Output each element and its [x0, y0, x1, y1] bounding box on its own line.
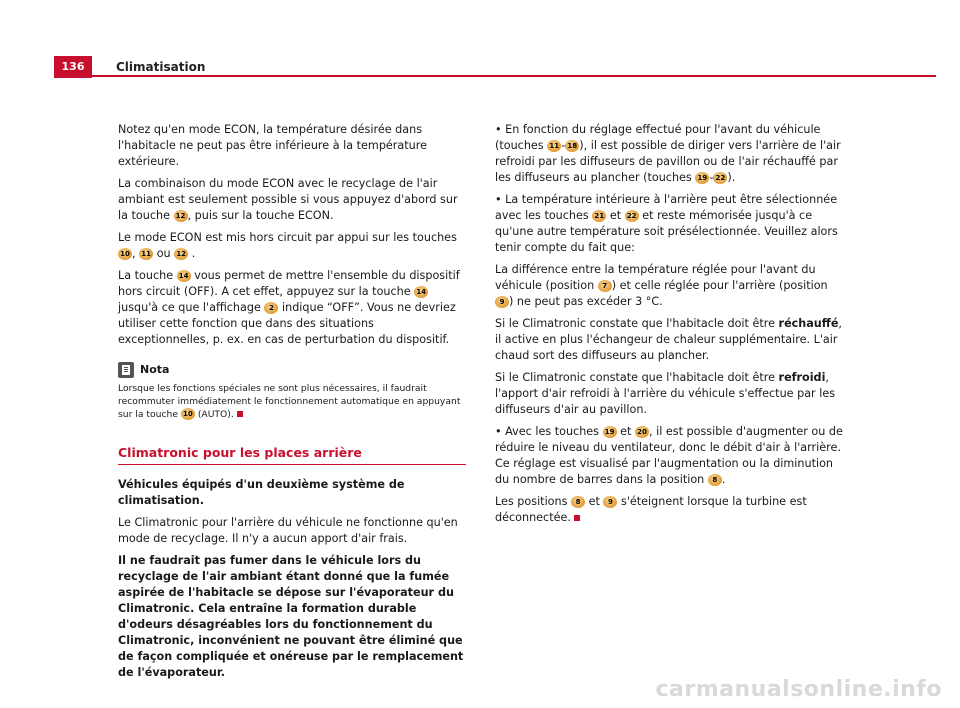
paragraph-recycle-only: Le Climatronic pour l'arrière du véhicule ne fonctionne qu'en mode de recyclage. Il n'y a aucun apport d'air frais.: [118, 516, 458, 545]
right-column: [495, 122, 845, 532]
button-ref-22: 22: [625, 210, 639, 222]
button-ref-14: 14: [414, 286, 428, 298]
nota-text: Lorsque les fonctions spéciales ne sont plus nécessaires, il faudrait recommuter immédiatement le fonctionnement automatique en appuyant sur la touche 10 (AUTO).: [118, 383, 461, 420]
button-ref-10: 10: [118, 248, 132, 260]
paragraph-positions-off: Les positions 8 et 9 s'éteignent lorsque la turbine est déconnectée.: [495, 495, 807, 524]
button-ref-10: 10: [181, 408, 195, 420]
button-ref-11: 11: [547, 140, 561, 152]
bullet-fan-level: • Avec les touches 19 et 20 , il est possible d'augmenter ou de réduire le niveau du ventilateur, donc le débit d'air à l'arrière. Ce réglage est visualisé par l'augmentation ou la diminution du nombre de barres dans la position 8 .: [495, 425, 843, 486]
button-ref-12: 12: [174, 248, 188, 260]
button-ref-21: 21: [592, 210, 606, 222]
watermark: carmanualsonline.info: [655, 677, 942, 702]
button-ref-14: 14: [177, 270, 191, 282]
bullet-temperature: • La température intérieure à l'arrière peut être sélectionnée avec les touches 21 et 22 et reste mémorisée jusqu'à ce qu'une autre température soit présélectionnée. Veuillez alors tenir compte du fait que:: [495, 193, 838, 254]
nota-title: Nota: [140, 363, 170, 376]
button-ref-18: 18: [565, 140, 579, 152]
paragraph-econ-recycle: La combinaison du mode ECON avec le recyclage de l'air ambiant est seulement possible si vous appuyez d'abord sur la touche 12 , puis sur la touche ECON.: [118, 177, 458, 222]
display-ref-8: 8: [708, 474, 722, 486]
display-ref-7: 7: [598, 280, 612, 292]
display-ref-8: 8: [571, 496, 585, 508]
button-ref-19: 19: [695, 172, 709, 184]
display-ref-9: 9: [603, 496, 617, 508]
section-title: Climatronic pour les places arrière: [118, 445, 466, 465]
paragraph-off-button: La touche 14 vous permet de mettre l'ensemble du dispositif hors circuit (OFF). A cet effet, appuyez sur la touche 14 jusqu'à ce que l'affichage 2 indique “OFF”. Vous ne devriez utiliser cette fonction que dans des situations exceptionnelles, p. ex. en cas de perturbation du dispositif.: [118, 269, 460, 346]
paragraph-heating: Si le Climatronic constate que l'habitacle doit être réchauffé, il active en plus l'échangeur de chaleur supplémentaire. L'air chaud sort des diffuseurs au plancher.: [495, 317, 842, 362]
nota-box: [118, 362, 468, 421]
warning-paragraph: Il ne faudrait pas fumer dans le véhicule lors du recyclage de l'air ambiant étant donné que la fumée aspirée de l'habitacle se dépose sur l'évaporateur du Climatronic. Cela entraîne la formation durable d'odeurs désagréables lors du fonctionnement du Climatronic, inconvénient ne pouvant être éliminé que de façon compliquée et onéreuse par le remplacement de l'évaporateur.: [118, 554, 464, 679]
display-ref-2: 2: [264, 302, 278, 314]
display-ref-9: 9: [495, 296, 509, 308]
subheading: Véhicules équipés d'un deuxième système de climatisation.: [118, 478, 405, 507]
button-ref-11: 11: [139, 248, 153, 260]
left-column: [118, 122, 468, 687]
paragraph-econ-off: Le mode ECON est mis hors circuit par appui sur les touches 10 , 11 ou 12 .: [118, 231, 457, 260]
bullet-air-direction: • En fonction du réglage effectué pour l'avant du véhicule (touches 11 - 18 ), il est possible de diriger vers l'arrière de l'air refroidi par les diffuseurs de pavillon ou de l'air réchauffé par les diffuseurs au plancher (touches 19 - 22 ).: [495, 123, 841, 184]
paragraph-econ-note: Notez qu'en mode ECON, la température désirée dans l'habitacle ne peut pas être inférieure à la température extérieure.: [118, 123, 427, 168]
page-title: Climatisation: [116, 60, 206, 74]
paragraph-temp-difference: La différence entre la température réglée pour l'avant du véhicule (position 7 ) et celle réglée pour l'arrière (position 9 ) ne peut pas excéder 3 °C.: [495, 263, 828, 308]
paragraph-cooling: Si le Climatronic constate que l'habitacle doit être refroidi, l'apport d'air refroidi à l'arrière du véhicule s'effectue par les diffuseurs d'air au pavillon.: [495, 371, 836, 416]
header-rule: [92, 75, 936, 77]
button-ref-19: 19: [603, 426, 617, 438]
button-ref-12: 12: [174, 210, 188, 222]
end-marker-icon: [574, 515, 580, 521]
button-ref-20: 20: [635, 426, 649, 438]
end-marker-icon: [237, 411, 243, 417]
note-icon: [118, 362, 134, 378]
button-ref-22: 22: [713, 172, 727, 184]
page-number: 136: [54, 56, 92, 78]
